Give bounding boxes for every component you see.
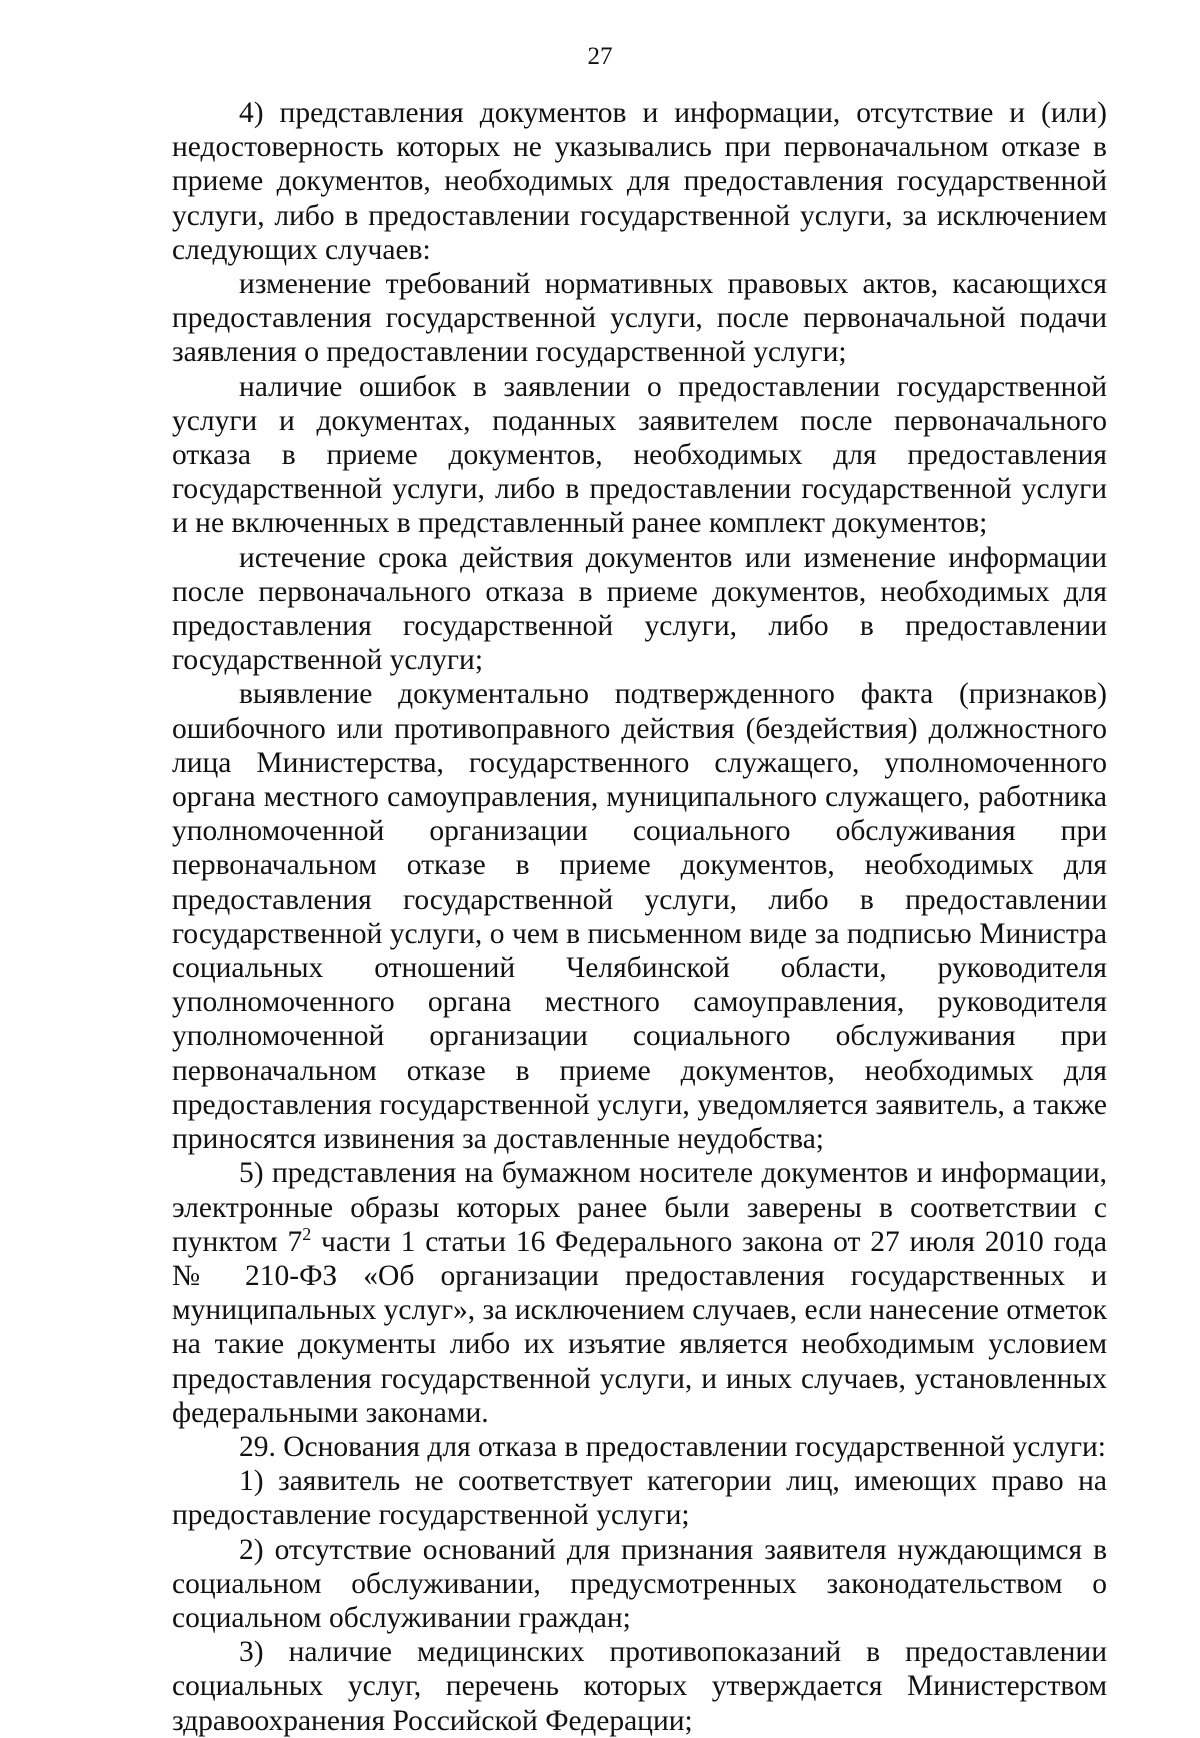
page-number: 27 [587, 43, 613, 70]
paragraph-item-5-part2: части 1 статьи 16 Федерального закона от 27 июля 2010 года № 210-ФЗ «Об организации предоставления государственных и муниципальных услуг», за исключением случаев, если нанесение отметок на такие документы либо их изъятие является необходимым условием предоставления государственной услуги, и иных случаев, установленных федеральными законами. [172, 1225, 1107, 1429]
paragraph-item-5 [172, 1156, 1107, 1430]
document-body [172, 96, 1107, 1738]
paragraph-refusal-3: 3) наличие медицинских противопоказаний в предоставлении социальных услуг, перечень которых утверждается Министерством здравоохранения Российской Федерации; [172, 1636, 1107, 1737]
paragraph-item-5-part1: 5) представления на бумажном носителе документов и информации, электронные образы которых ранее были заверены в соответствии с пунктом 7 [172, 1157, 1107, 1258]
paragraph-item-4: 4) представления документов и информации, отсутствие и (или) недостоверность которых не указывались при первоначальном отказе в приеме документов, необходимых для предоставления государственной услуги, либо в предоставлении государственной услуги, за исключением следующих случаев: [172, 97, 1107, 266]
superscript-2: 2 [302, 1223, 312, 1244]
paragraph-refusal-2: 2) отсутствие оснований для признания заявителя нуждающимся в социальном обслуживании, предусмотренных законодательством о социальном обслуживании граждан; [172, 1533, 1107, 1634]
paragraph-official-misconduct: выявление документально подтвержденного факта (признаков) ошибочного или противоправного действия (бездействия) должностного лица Министерства, государственного служащего, уполномоченного органа местного самоуправления, муниципального служащего, работника уполномоченной организации социального обслуживания при первоначальном отказе в приеме документов, необходимых для предоставления государственной услуги, либо в предоставлении государственной услуги, о чем в письменном виде за подписью Министра социальных отношений Челябинской области, руководителя уполномоченного органа местного самоуправления, руководителя уполномоченной организации социального обслуживания при первоначальном отказе в приеме документов, необходимых для предоставления государственной услуги, уведомляется заявитель, а также приносятся извинения за доставленные неудобства; [172, 678, 1107, 1156]
paragraph-documents-expiry: истечение срока действия документов или изменение информации после первоначального отказа в приеме документов, необходимых для предоставления государственной услуги, либо в предоставлении государственной услуги; [172, 541, 1107, 677]
paragraph-section-29: 29. Основания для отказа в предоставлении государственной услуги: [239, 1430, 1106, 1463]
paragraph-refusal-1: 1) заявитель не соответствует категории лиц, имеющих право на предоставление государственной услуги; [172, 1465, 1107, 1532]
paragraph-errors-in-application: наличие ошибок в заявлении о предоставлении государственной услуги и документах, поданных заявителем после первоначального отказа в приеме документов, необходимых для предоставления государственной услуги, либо в предоставлении государственной услуги и не включенных в представленный ранее комплект документов; [172, 370, 1107, 540]
paragraph-requirements-change: изменение требований нормативных правовых актов, касающихся предоставления государственной услуги, после первоначальной подачи заявления о предоставлении государственной услуги; [172, 268, 1107, 369]
